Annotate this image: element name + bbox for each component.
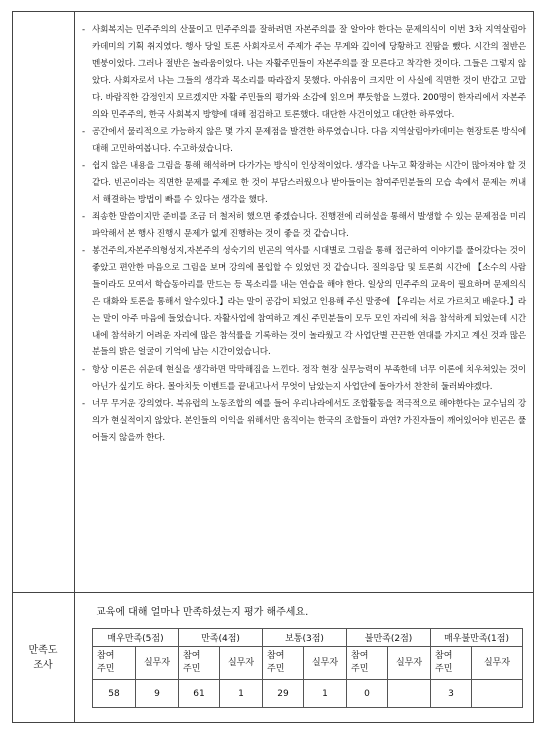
level-header: 만족(4점) [179, 629, 263, 647]
level-header: 매우만족(5점) [93, 629, 179, 647]
comment-item: - 사회복지는 민주주의의 산물이고 민주주의를 잘하려면 자본주의를 잘 알아야 한다는 문제의식이 이번 3차 지역살림아카데미의 기획 취지였다. 행사 당일 토론 사회자로서 주제가 주는 무게와 깊이에 당황하고 진땀을 뺐다. 시간의 절반은 멘붕이었다. 그러나 절반은 놀라움이었다. 나는 자활주민들이 자본주의를 잘 모른다고 착각한 것이다. 그들은 그렇지 않았다. 사회자로서 나는 그들의 생각과 목소리를 따라잡지 못했다. 아쉬움이 크지만 이 사실에 직면한 것이 반갑고 고맙다. 바람직한 감정인지 모르겠지만 자활 주민들의 평가와 소감에 읽으며 뿌듯함을 느꼈다. 200명이 한자리에서 자본주의와 민주주의, 한국 사회복지 방향에 대해 점검하고 토론했다. 대단한 사건이었고 대단한 하루였다. [80, 22, 526, 123]
staff-count [388, 680, 431, 708]
comment-list [80, 22, 526, 447]
resident-count: 0 [347, 680, 388, 708]
staff-count: 1 [220, 680, 263, 708]
survey-label: 만족도 조사 [28, 644, 58, 671]
resident-header: 참여 주민 [347, 647, 388, 680]
resident-header: 참여 주민 [179, 647, 220, 680]
comment-item: - 항상 이론은 쉬운데 현실을 생각하면 막막해짐을 느낀다. 정작 현장 실무능력이 부족한데 너무 이론에 치우쳐있는 것이 아닌가 싶기도 하다. 몰아치듯 이벤트를 끝내고나서 무엇이 남았는지 사업단에 돌아가서 찬찬히 둘러봐야겠다. [80, 362, 526, 396]
comment-item: - 너무 무거운 강의였다. 북유럽의 노동조합의 예를 들어 우리나라에서도 조합활동을 적극적으로 해야한다는 교수님의 강의가 현실적이지 않았다. 본인들의 이익을 위해서만 움직이는 한국의 조합들이 과연? 가진자들이 깨어있어야 빈곤은 풀어들지 않을까 한다. [80, 396, 526, 447]
comment-item: - 죄송한 말씀이지만 준비를 조금 더 철저히 했으면 좋겠습니다. 진행전에 리허설을 통해서 발생할 수 있는 문제점을 미리 파악해서 본 행사 진행시 문제가 없게 진행하는 것이 좋을 것 같습니다. [80, 209, 526, 243]
staff-header: 실무자 [304, 647, 347, 680]
level-header: 불만족(2점) [347, 629, 431, 647]
table-header-row [93, 629, 523, 647]
resident-count: 58 [93, 680, 136, 708]
survey-label-cell [12, 592, 74, 723]
staff-count [472, 680, 523, 708]
comment-item: - 공간에서 물리적으로 가능하지 않은 몇 가지 문제점을 발견한 하루였습니다. 다음 지역살림아카데미는 현장토론 방식에 대해 고민하여봅니다. 수고하셨습니다. [80, 124, 526, 158]
resident-count: 3 [431, 680, 472, 708]
level-header: 매우불만족(1점) [431, 629, 523, 647]
resident-count: 29 [263, 680, 304, 708]
level-header: 보통(3점) [263, 629, 347, 647]
satisfaction-table [92, 628, 523, 708]
staff-header: 실무자 [388, 647, 431, 680]
staff-header: 실무자 [220, 647, 263, 680]
comment-item: - 쉽지 않은 내용을 그림을 통해 해석하며 다가가는 방식이 인상적이었다. 생각을 나누고 확장하는 시간이 많아져야 할 것 같다. 빈곤이라는 직면한 문제를 주제로 한 것이 부담스러웠으나 받아들이는 참여주민분들의 모습 속에서 문제는 꺼내서 해결하는 방법이 빠를 수 있다는 생각을 했다. [80, 158, 526, 209]
staff-count: 9 [136, 680, 179, 708]
resident-header: 참여 주민 [93, 647, 136, 680]
table-subheader-row [93, 647, 523, 680]
staff-header: 실무자 [136, 647, 179, 680]
staff-header: 실무자 [472, 647, 523, 680]
resident-header: 참여 주민 [431, 647, 472, 680]
column-divider [74, 11, 75, 723]
survey-question: 교육에 대해 얼마나 만족하셨는지 평가 해주세요. [96, 607, 309, 618]
row-divider [12, 592, 534, 593]
resident-count: 61 [179, 680, 220, 708]
table-value-row [93, 680, 523, 708]
comment-item: - 봉건주의,자본주의형성지,자본주의 성숙기의 빈곤의 역사를 시대별로 그림을 통해 접근하여 이야기를 풀어갔다는 것이 좋았고 편안한 마음으로 그림을 보며 강의에 몰입할 수 있었던 것 같습니다. 질의응답 및 토론회 시간에 【소수의 사람들이라도 모여서 학습동아리를 만드는 등 목소리를 내는 연습을 해야 한다. 일상의 민주주의 교육이 필요하며 문제의식은 대화와 토론을 통해서 알수있다.】라는 말이 공감이 되었고 인용해 주신 말중에 【우리는 서로 가르치고 배운다.】라는 말이 아주 마음에 들었습니다. 자활사업에 참여하고 계신 주민분들이 모두 모인 자리에 처음 참석하게 되었는데 시간 내에 참석하기 어려운 자리에 많은 참석률을 기록하는 것이 놀라웠고 각 사업단별 끈끈한 연대를 가지고 계신 것과 많은 분들의 밝은 얼굴이 기억에 남는 시간이었습니다. [80, 243, 526, 361]
staff-count: 1 [304, 680, 347, 708]
resident-header: 참여 주민 [263, 647, 304, 680]
